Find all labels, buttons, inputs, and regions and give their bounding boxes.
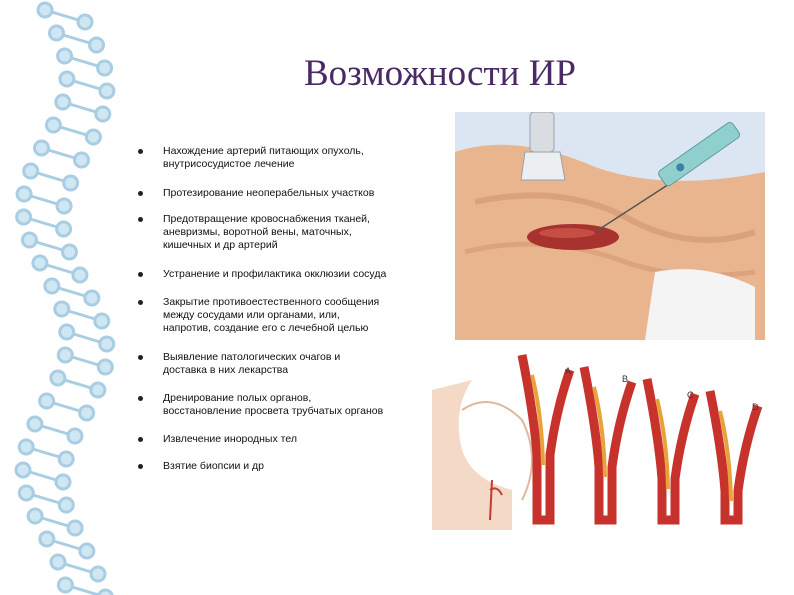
slide-title: Возможности ИР — [304, 53, 576, 94]
bullet-icon — [138, 396, 143, 401]
bullet-icon — [138, 437, 143, 442]
diagram-label-c: C — [687, 390, 694, 400]
bullet-icon — [138, 355, 143, 360]
bullet-icon — [138, 217, 143, 222]
bullet-icon — [138, 300, 143, 305]
diagram-label-b: B — [622, 374, 629, 384]
bullet-icon — [138, 272, 143, 277]
bullet-icon — [138, 191, 143, 196]
bullet-icon — [138, 464, 143, 469]
bullet-icon — [138, 149, 143, 154]
diagram-label-d: D — [752, 402, 759, 412]
dna-decoration — [0, 0, 140, 595]
diagram-label-a: A — [565, 366, 572, 376]
ultrasound-procedure-illustration — [455, 112, 765, 340]
carotid-stenting-illustration — [432, 350, 777, 530]
